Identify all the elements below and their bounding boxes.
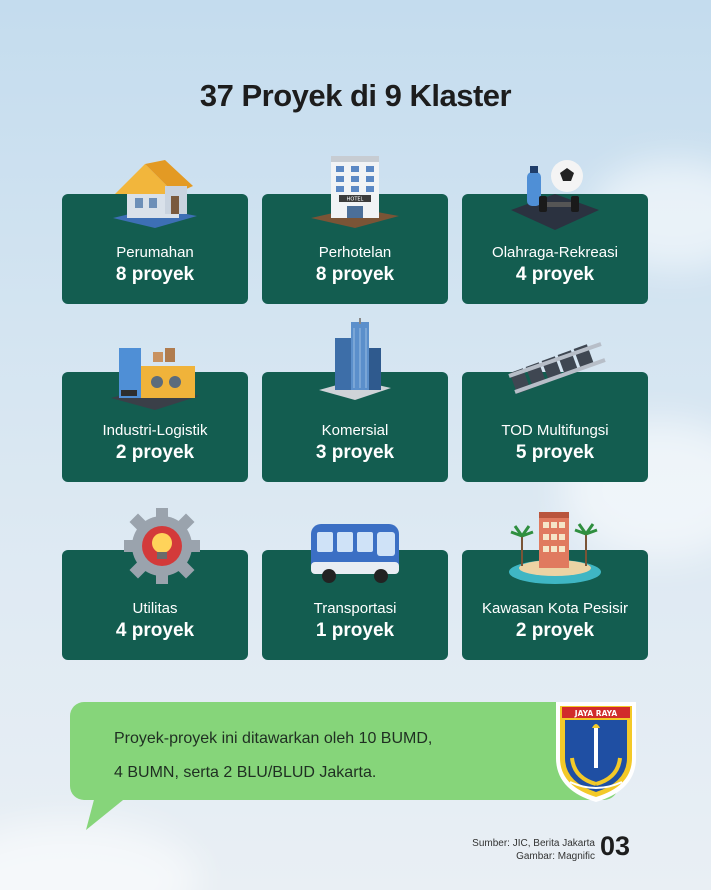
cluster-name: Perhotelan <box>318 244 392 261</box>
page-number: 03 <box>600 831 631 861</box>
cluster-count: 2 proyek <box>115 442 195 463</box>
cluster-count: 3 proyek <box>315 442 395 463</box>
source-credit <box>472 837 595 863</box>
image-credit-line: Gambar: Magnific <box>516 851 595 862</box>
note-line-1: Proyek-proyek ini ditawarkan oleh 10 BUMD, <box>114 730 433 747</box>
cluster-count: 8 proyek <box>315 264 395 285</box>
cluster-name: Industri-Logistik <box>102 422 208 439</box>
page-title: 37 Proyek di 9 Klaster <box>199 78 512 113</box>
note-line-2: 4 BUMN, serta 2 BLU/BLUD Jakarta. <box>114 764 377 781</box>
note-bubble <box>70 702 618 800</box>
cluster-name: Olahraga-Rekreasi <box>492 244 618 261</box>
cluster-count: 1 proyek <box>315 620 395 641</box>
cluster-count: 2 proyek <box>515 620 595 641</box>
cluster-count: 8 proyek <box>115 264 195 285</box>
hotel-sign: HOTEL <box>346 196 364 203</box>
emblem-text: JAYA RAYA <box>574 709 618 718</box>
source-line: Sumber: JIC, Berita Jakarta <box>472 838 595 849</box>
cluster-name: Transportasi <box>313 600 397 617</box>
cluster-name: Utilitas <box>132 600 178 617</box>
cluster-count: 4 proyek <box>515 264 595 285</box>
cluster-name: Komersial <box>321 422 389 439</box>
cluster-count: 5 proyek <box>515 442 595 463</box>
jakarta-emblem-icon <box>552 698 640 804</box>
cluster-name: Perumahan <box>116 244 194 261</box>
cluster-name: Kawasan Kota Pesisir <box>482 600 628 617</box>
cluster-count: 4 proyek <box>115 620 195 641</box>
cluster-name: TOD Multifungsi <box>501 422 609 439</box>
